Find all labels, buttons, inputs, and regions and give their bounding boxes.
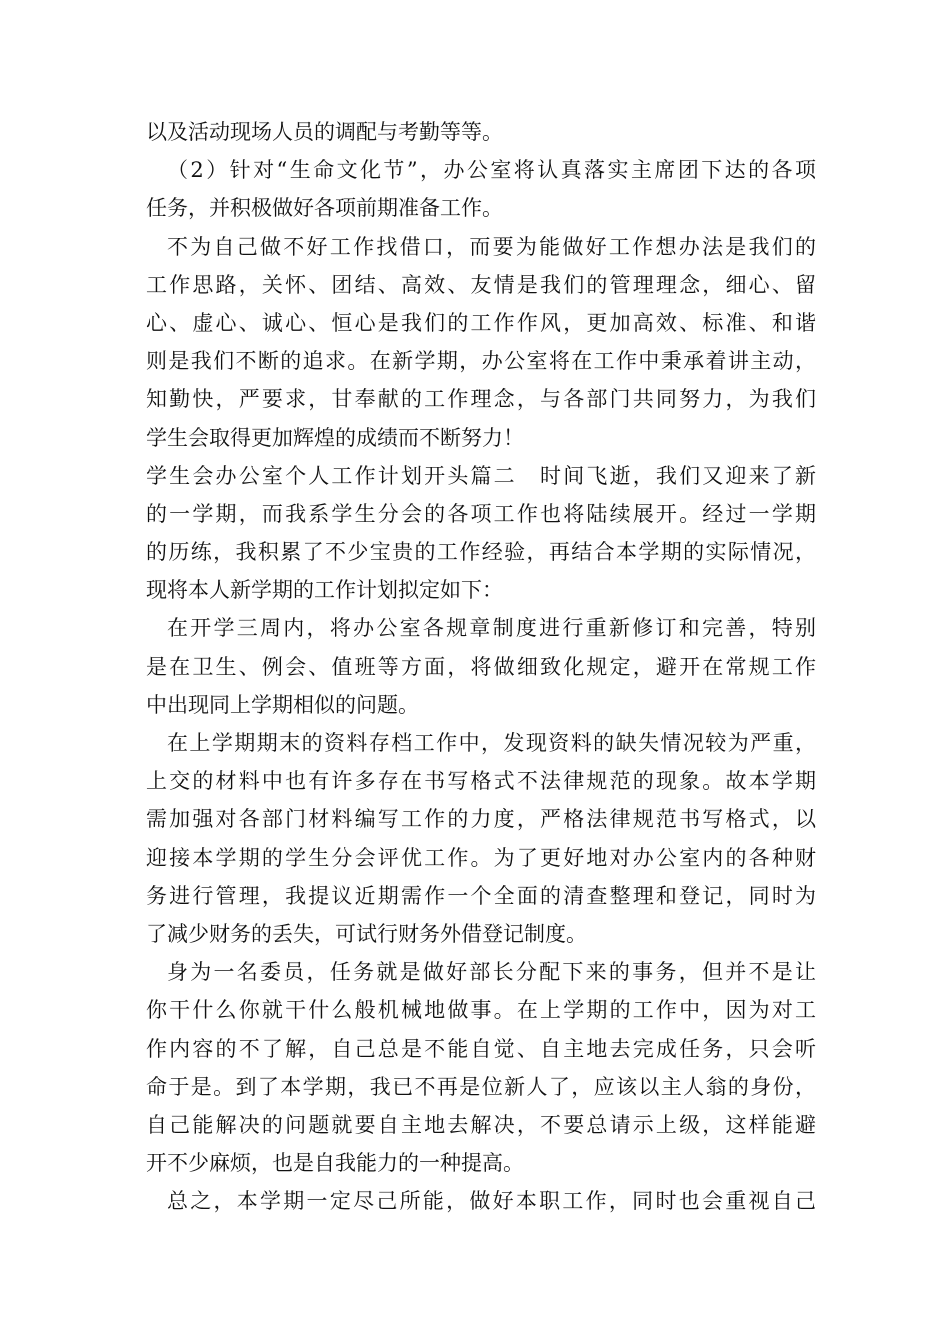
text-line: 中出现同上学期相似的问题。 [146, 692, 419, 717]
text-line: 知勤快，严要求，甘奉献的工作理念，与各部门共同努力，为我们 [146, 387, 816, 412]
text-line: （2）针对“生命文化节”，办公室将认真落实主席团下达的各项 [167, 158, 816, 183]
text-line: 现将本人新学期的工作计划拟定如下： [146, 578, 503, 603]
text-line: 的历练，我积累了不少宝贵的工作经验，再结合本学期的实际情况， [146, 540, 816, 565]
text-line: 在上学期期末的资料存档工作中，发现资料的缺失情况较为严重， [167, 731, 816, 755]
text-line: 学生会办公室个人工作计划开头篇二 时间飞逝，我们又迎来了新 [146, 463, 816, 488]
text-line: 自己能解决的问题就要自主地去解决，不要总请示上级，这样能避 [146, 1112, 816, 1137]
text-line: 了减少财务的丢失，可试行财务外借登记制度。 [146, 921, 587, 946]
text-line: 则是我们不断的追求。在新学期，办公室将在工作中秉承着讲主动， [146, 349, 816, 374]
text-line: 在开学三周内，将办公室各规章制度进行重新修订和完善，特别 [167, 616, 816, 641]
text-line: 需加强对各部门材料编写工作的力度，严格法律规范书写格式，以 [146, 807, 816, 832]
text-line: 心、虚心、诚心、恒心是我们的工作作风，更加高效、标准、和谐 [146, 310, 816, 335]
text-line: 的一学期，而我系学生分会的各项工作也将陆续展开。经过一学期 [146, 501, 816, 526]
text-line: 工作思路，关怀、团结、高效、友情是我们的管理理念，细心、留 [146, 272, 816, 297]
text-line: 命于是。到了本学期，我已不再是位新人了，应该以主人翁的身份， [146, 1074, 816, 1099]
text-line: 任务，并积极做好各项前期准备工作。 [146, 196, 503, 221]
text-line: 是在卫生、例会、值班等方面，将做细致化规定，避开在常规工作 [146, 654, 816, 679]
text-line: 你干什么你就干什么般机械地做事。在上学期的工作中，因为对工 [146, 998, 816, 1023]
text-line: 总之，本学期一定尽己所能，做好本职工作，同时也会重视自己 [167, 1189, 816, 1214]
document-body [146, 113, 816, 1220]
text-line: 以及活动现场人员的调配与考勤等等。 [146, 120, 503, 144]
text-line: 开不少麻烦，也是自我能力的一种提高。 [146, 1151, 524, 1176]
text-line: 作内容的不了解，自己总是不能自觉、自主地去完成任务，只会听 [146, 1036, 816, 1061]
text-line: 迎接本学期的学生分会评优工作。为了更好地对办公室内的各种财 [146, 845, 816, 870]
text-line: 学生会取得更加辉煌的成绩而不断努力！ [146, 425, 524, 450]
text-line: 务进行管理，我提议近期需作一个全面的清查整理和登记，同时为 [146, 883, 816, 908]
text-line: 不为自己做不好工作找借口，而要为能做好工作想办法是我们的 [167, 234, 816, 259]
text-line: 身为一名委员，任务就是做好部长分配下来的事务，但并不是让 [167, 960, 816, 985]
text-line: 上交的材料中也有许多存在书写格式不法律规范的现象。故本学期 [146, 769, 816, 794]
